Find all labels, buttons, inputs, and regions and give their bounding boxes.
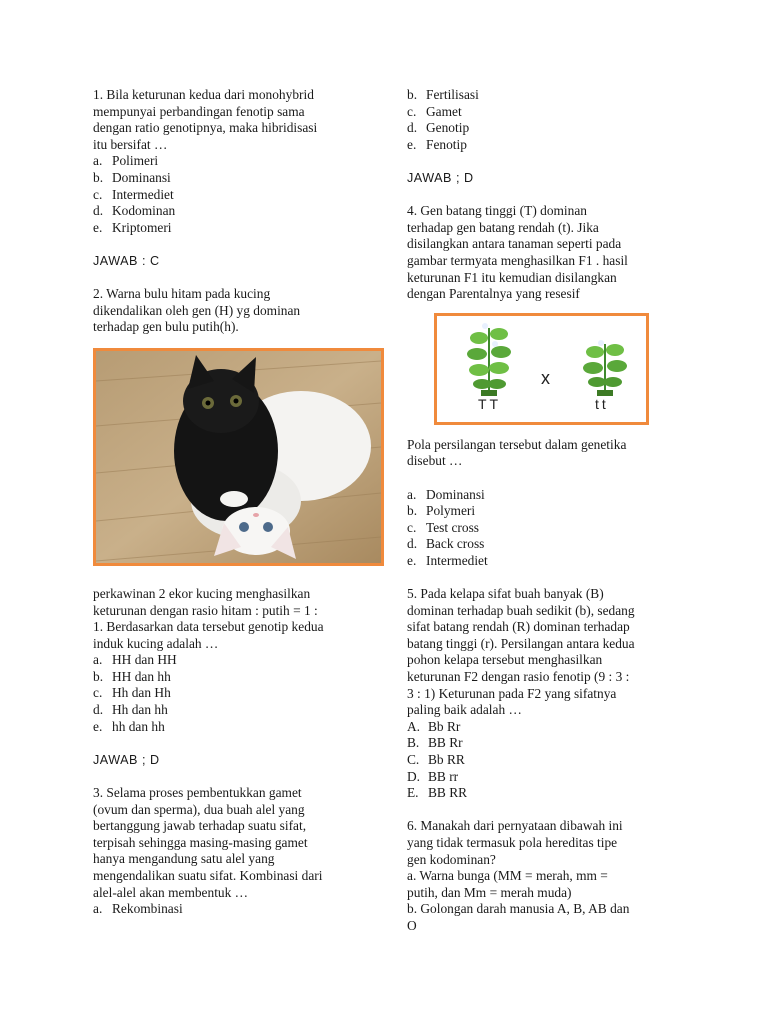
question-text: induk kucing adalah … [93, 635, 219, 651]
option-b: b. Polymeri [407, 503, 476, 519]
right-column [407, 87, 679, 935]
question-text: keturunan dengan rasio hitam : putih = 1 : [93, 602, 318, 618]
option-d: d. Kodominan [93, 203, 176, 219]
option-c: C. Bb RR [407, 752, 465, 767]
answer-key: JAWAB ; D [93, 752, 160, 767]
question-text: Pola persilangan tersebut dalam genetika [407, 436, 627, 452]
option-a: a. HH dan HH [93, 652, 177, 668]
option-e: e. hh dan hh [93, 718, 165, 734]
question-text: 4. Gen batang tinggi (T) dominan [407, 203, 587, 219]
option-a: a. Polimeri [93, 153, 159, 169]
question-1 [93, 87, 385, 286]
option-b: b. HH dan hh [93, 668, 171, 684]
option-c: c. Test cross [407, 519, 479, 535]
option-b: b. Dominansi [93, 169, 171, 185]
option-e: e. Kriptomeri [93, 219, 172, 235]
option-e: E. BB RR [407, 785, 468, 801]
question-text: 2. Warna bulu hitam pada kucing [93, 286, 271, 302]
left-column [93, 87, 385, 918]
question-text: gambar termyata menghasilkan F1 . hasil [407, 252, 628, 268]
question-text: pohon kelapa tersebut menghasilkan [407, 652, 603, 668]
answer-key: JAWAB ; D [407, 170, 474, 185]
option-d: D. BB rr [407, 768, 459, 784]
question-text: 6. Manakah dari pernyataan dibawah ini [407, 818, 623, 834]
question-text: hanya mengandung satu alel yang [93, 851, 275, 867]
option-b: B. BB Rr [407, 735, 463, 751]
question-text: paling baik adalah … [407, 702, 522, 718]
cross-symbol: x [541, 367, 553, 388]
option-c: c. Intermediet [93, 186, 174, 202]
question-text: 3 : 1) Keturunan pada F2 yang sifatnya [407, 685, 617, 701]
question-text: mengendalikan suatu sifat. Kombinasi dari [93, 868, 323, 883]
question-text: sifat batang rendah (R) dominan terhadap [407, 619, 630, 635]
question-5 [407, 586, 679, 818]
question-6 [407, 818, 679, 934]
option-a: a. Rekombinasi [93, 901, 183, 917]
question-text: 5. Pada kelapa sifat buah banyak (B) [407, 586, 604, 602]
option-d: d. Genotip [407, 120, 470, 136]
question-text: dengan Parentalnya yang resesif [407, 286, 580, 302]
tall-genotype-label: TT [478, 395, 502, 412]
short-plant-icon [583, 340, 627, 396]
question-2 [93, 286, 385, 785]
question-text: disilangkan antara tanaman seperti pada [407, 236, 622, 252]
question-text: bertanggung jawab terhadap suatu sifat, [93, 818, 307, 834]
question-text: 1. Bila keturunan kedua dari monohybrid [93, 87, 314, 102]
question-text: perkawinan 2 ekor kucing menghasilkan [93, 585, 311, 601]
kittens-photo [93, 348, 384, 566]
answer-key: JAWAB : C [93, 253, 160, 268]
tall-plant-icon [467, 323, 511, 396]
question-text: terpisah sehingga masing-masing gamet [93, 834, 308, 850]
question-text: 3. Selama proses pembentukkan gamet [93, 785, 302, 801]
option-c: c. Hh dan Hh [93, 685, 171, 701]
option-a-text: putih, dan Mm = merah muda) [407, 884, 572, 900]
option-b: b. Fertilisasi [407, 87, 479, 102]
question-text: keturunan F2 dengan rasio fenotip (9 : 3 : [407, 669, 630, 685]
question-text: dikendalikan oleh gen (H) yg dominan [93, 302, 301, 318]
question-text: terhadap gen batang rendah (t). Jika [407, 219, 599, 235]
question-3 [93, 785, 385, 918]
question-text: gen kodominan? [407, 851, 496, 867]
plant-cross-figure [434, 313, 649, 425]
option-a: a. Dominansi [407, 486, 485, 502]
question-text: alel-alel akan membentuk … [93, 884, 249, 900]
question-text: itu bersifat … [93, 136, 168, 152]
question-text: 1. Berdasarkan data tersebut genotip kedua [93, 619, 324, 635]
option-b-text: b. Golongan darah manusia A, B, AB dan [407, 901, 630, 917]
option-a: A. Bb Rr [407, 718, 461, 734]
question-text: disebut … [407, 453, 463, 469]
option-e: e. Intermediet [407, 552, 488, 568]
question-text: terhadap gen bulu putih(h). [93, 319, 239, 335]
option-a-text: a. Warna bunga (MM = merah, mm = [407, 868, 608, 884]
option-d: d. Hh dan hh [93, 702, 168, 718]
question-text: dengan ratio genotipnya, maka hibridisasi [93, 120, 318, 136]
question-text: keturunan F1 itu kemudian disilangkan [407, 269, 617, 285]
option-c: c. Gamet [407, 103, 462, 119]
question-4 [407, 203, 679, 586]
kittens-image [96, 351, 381, 563]
question-3-continued [407, 87, 679, 203]
question-text: yang tidak termasuk pola hereditas tipe [407, 834, 618, 850]
option-e: e. Fenotip [407, 136, 467, 152]
question-text: dominan terhadap buah sedikit (b), sedang [407, 602, 635, 618]
question-text: batang tinggi (r). Persilangan antara kedua [407, 635, 635, 651]
short-genotype-label: tt [595, 395, 609, 412]
question-text: (ovum dan sperma), dua buah alel yang [93, 801, 305, 817]
option-b-text: O [407, 917, 417, 933]
option-d: d. Back cross [407, 536, 485, 552]
question-text: mempunyai perbandingan fenotip sama [93, 103, 305, 119]
